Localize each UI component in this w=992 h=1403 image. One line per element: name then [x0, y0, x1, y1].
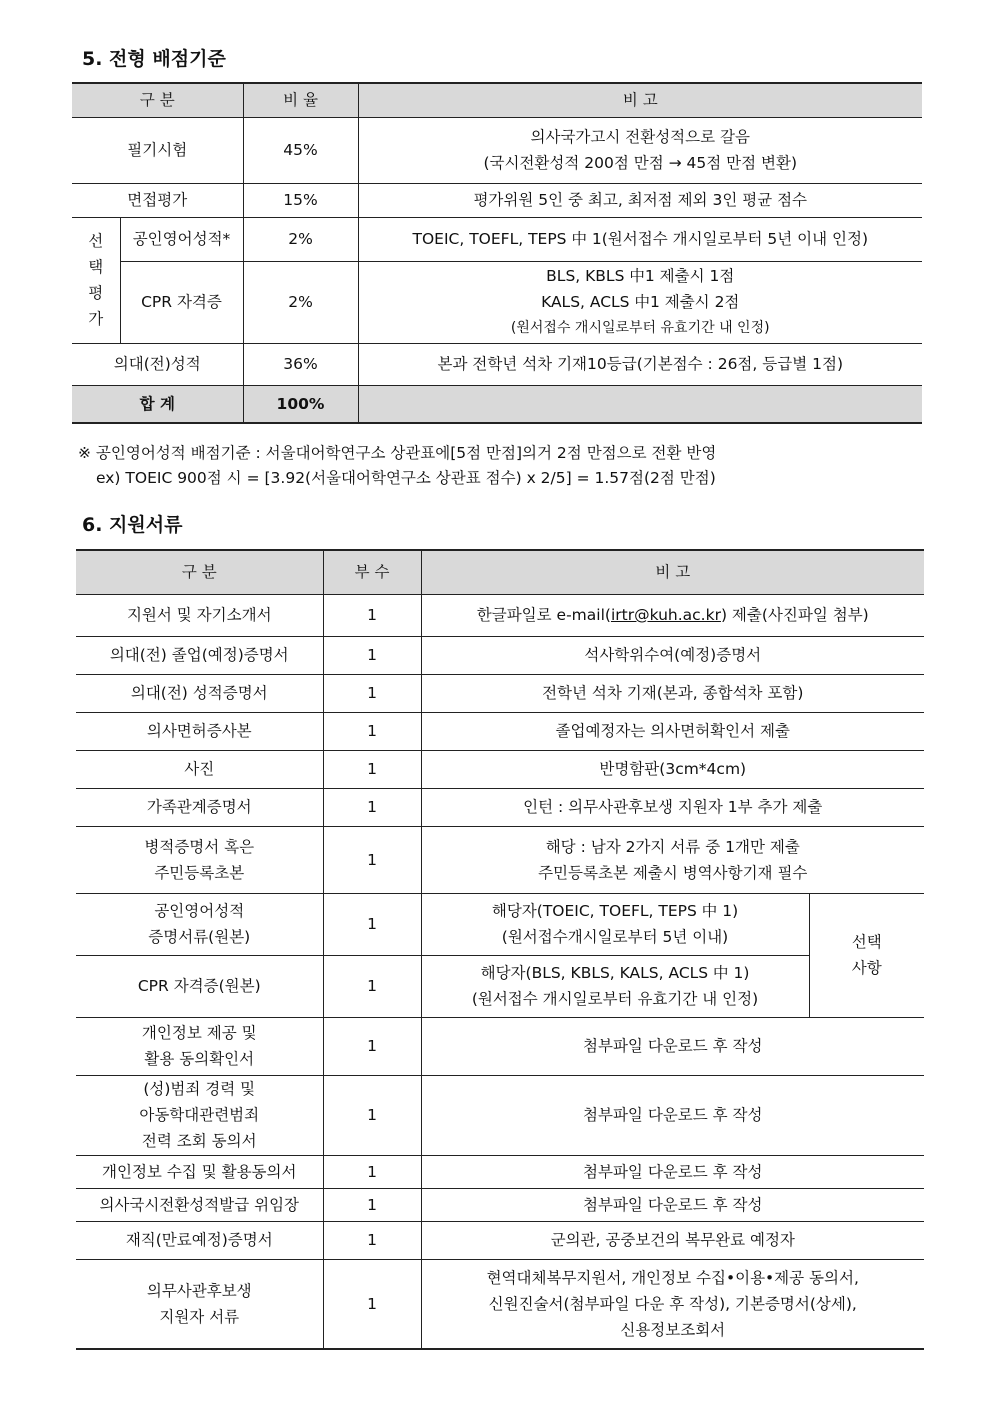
table-row — [76, 1075, 924, 1155]
doc-name: (성)범죄 경력 및 아동학대관련범죄 전력 조회 동의서 — [76, 1075, 323, 1155]
table-row — [76, 712, 924, 750]
row-note: BLS, KBLS 中1 제출시 1점 KALS, ACLS 中1 제출시 2점 (원서접수 개시일로부터 유효기간 내 인정) — [358, 261, 922, 343]
doc-name: 의사국시전환성적발급 위임장 — [76, 1188, 323, 1221]
doc-name: CPR 자격증(원본) — [76, 955, 323, 1017]
row-note: 의사국가고시 전환성적으로 갈음 (국시전환성적 200점 만점 → 45점 만점 변환) — [358, 117, 922, 183]
row-written — [72, 117, 922, 183]
doc-note: 반명함판(3cm*4cm) — [421, 750, 924, 788]
header-note: 비 고 — [421, 550, 924, 594]
table-row — [76, 826, 924, 893]
table-row — [76, 594, 924, 636]
doc-name: 의대(전) 성적증명서 — [76, 674, 323, 712]
table-row — [76, 1155, 924, 1188]
email-link[interactable]: irtr@kuh.ac.kr — [610, 606, 721, 624]
table-row — [76, 1188, 924, 1221]
row-grades — [72, 343, 922, 385]
doc-count: 1 — [323, 1075, 421, 1155]
doc-note: 첨부파일 다운로드 후 작성 — [421, 1155, 924, 1188]
row-total — [72, 385, 922, 423]
header-note: 비 고 — [358, 83, 922, 117]
doc-note: 해당자(BLS, KBLS, KALS, ACLS 中 1) (원서접수 개시일로부터 유효기간 내 인정) — [421, 955, 809, 1017]
footnote-example: ex) TOEIC 900점 시 = [3.92(서울대어학연구소 상관표 점수) x 2/5] = 1.57점(2점 만점) — [96, 469, 716, 487]
doc-name: 지원서 및 자기소개서 — [76, 594, 323, 636]
doc-count: 1 — [323, 893, 421, 955]
row-label: 면접평가 — [72, 183, 243, 217]
doc-count: 1 — [323, 826, 421, 893]
doc-name: 가족관계증명서 — [76, 788, 323, 826]
row-label: 필기시험 — [72, 117, 243, 183]
doc-note: 한글파일로 e-mail(irtr@kuh.ac.kr) 제출(사진파일 첨부) — [421, 594, 924, 636]
footnote-english-scoring: ※ 공인영어성적 배점기준 : 서울대어학연구소 상관표에[5점 만점]의거 2점 만점으로 전환 반영 — [78, 444, 717, 462]
doc-count: 1 — [323, 1259, 421, 1349]
doc-count: 1 — [323, 636, 421, 674]
doc-note: 첨부파일 다운로드 후 작성 — [421, 1188, 924, 1221]
table-row — [76, 636, 924, 674]
doc-note: 해당 : 남자 2가지 서류 중 1개만 제출 주민등록초본 제출시 병역사항기재 필수 — [421, 826, 924, 893]
row-cpr — [72, 261, 922, 343]
row-interview — [72, 183, 922, 217]
doc-name: 의사면허증사본 — [76, 712, 323, 750]
doc-count: 1 — [323, 674, 421, 712]
doc-count: 1 — [323, 1188, 421, 1221]
doc-name: 사진 — [76, 750, 323, 788]
total-note — [358, 385, 922, 423]
doc-note: 전학년 석차 기재(본과, 종합석차 포함) — [421, 674, 924, 712]
row-ratio: 2% — [243, 261, 358, 343]
row-ratio: 2% — [243, 217, 358, 261]
doc-count: 1 — [323, 750, 421, 788]
doc-count: 1 — [323, 788, 421, 826]
doc-count: 1 — [323, 1155, 421, 1188]
doc-name: 의대(전) 졸업(예정)증명서 — [76, 636, 323, 674]
doc-name: 공인영어성적 증명서류(원본) — [76, 893, 323, 955]
row-label: 공인영어성적* — [120, 217, 243, 261]
doc-count: 1 — [323, 1017, 421, 1075]
documents-table — [76, 549, 924, 1350]
doc-name: 개인정보 제공 및 활용 동의확인서 — [76, 1017, 323, 1075]
table-row — [76, 750, 924, 788]
doc-note: 해당자(TOEIC, TOEFL, TEPS 中 1) (원서접수개시일로부터 5년 이내) — [421, 893, 809, 955]
doc-name: 개인정보 수집 및 활용동의서 — [76, 1155, 323, 1188]
table-row — [76, 893, 924, 955]
table-row — [76, 788, 924, 826]
doc-note: 첨부파일 다운로드 후 작성 — [421, 1075, 924, 1155]
scoring-table — [72, 82, 922, 424]
table-row — [76, 1259, 924, 1349]
row-note: TOEIC, TOEFL, TEPS 中 1(원서접수 개시일로부터 5년 이내 인정) — [358, 217, 922, 261]
header-ratio: 비 율 — [243, 83, 358, 117]
row-ratio: 36% — [243, 343, 358, 385]
doc-name: 재직(만료예정)증명서 — [76, 1221, 323, 1259]
doc-note: 군의관, 공중보건의 복무완료 예정자 — [421, 1221, 924, 1259]
total-ratio: 100% — [243, 385, 358, 423]
row-note: 본과 전학년 석차 기재10등급(기본점수 : 26점, 등급별 1점) — [358, 343, 922, 385]
doc-note: 석사학위수여(예정)증명서 — [421, 636, 924, 674]
row-label: 의대(전)성적 — [72, 343, 243, 385]
row-note: 평가위원 5인 중 최고, 최저점 제외 3인 평균 점수 — [358, 183, 922, 217]
optional-label: 선택 사항 — [809, 893, 924, 1017]
doc-count: 1 — [323, 955, 421, 1017]
doc-note: 현역대체복무지원서, 개인정보 수집•이용•제공 동의서, 신원진술서(첨부파일 다운 후 작성), 기본증명서(상세), 신용정보조회서 — [421, 1259, 924, 1349]
table-row — [76, 955, 924, 1017]
row-english — [72, 217, 922, 261]
doc-note: 인턴 : 의무사관후보생 지원자 1부 추가 제출 — [421, 788, 924, 826]
doc-count: 1 — [323, 1221, 421, 1259]
row-label: CPR 자격증 — [120, 261, 243, 343]
header-category: 구 분 — [76, 550, 323, 594]
header-count: 부 수 — [323, 550, 421, 594]
table-row — [76, 1221, 924, 1259]
doc-note: 졸업예정자는 의사면허확인서 제출 — [421, 712, 924, 750]
selective-eval-label: 선 택 평 가 — [72, 217, 120, 343]
table-row — [76, 1017, 924, 1075]
table-row — [76, 674, 924, 712]
doc-count: 1 — [323, 712, 421, 750]
total-label: 합 계 — [72, 385, 243, 423]
doc-name: 의무사관후보생 지원자 서류 — [76, 1259, 323, 1349]
doc-note: 첨부파일 다운로드 후 작성 — [421, 1017, 924, 1075]
doc-count: 1 — [323, 594, 421, 636]
header-category: 구 분 — [72, 83, 243, 117]
section6-heading: 6. 지원서류 — [82, 514, 183, 536]
row-ratio: 45% — [243, 117, 358, 183]
row-ratio: 15% — [243, 183, 358, 217]
doc-name: 병적증명서 혹은 주민등록초본 — [76, 826, 323, 893]
section5-heading: 5. 전형 배점기준 — [82, 48, 226, 70]
